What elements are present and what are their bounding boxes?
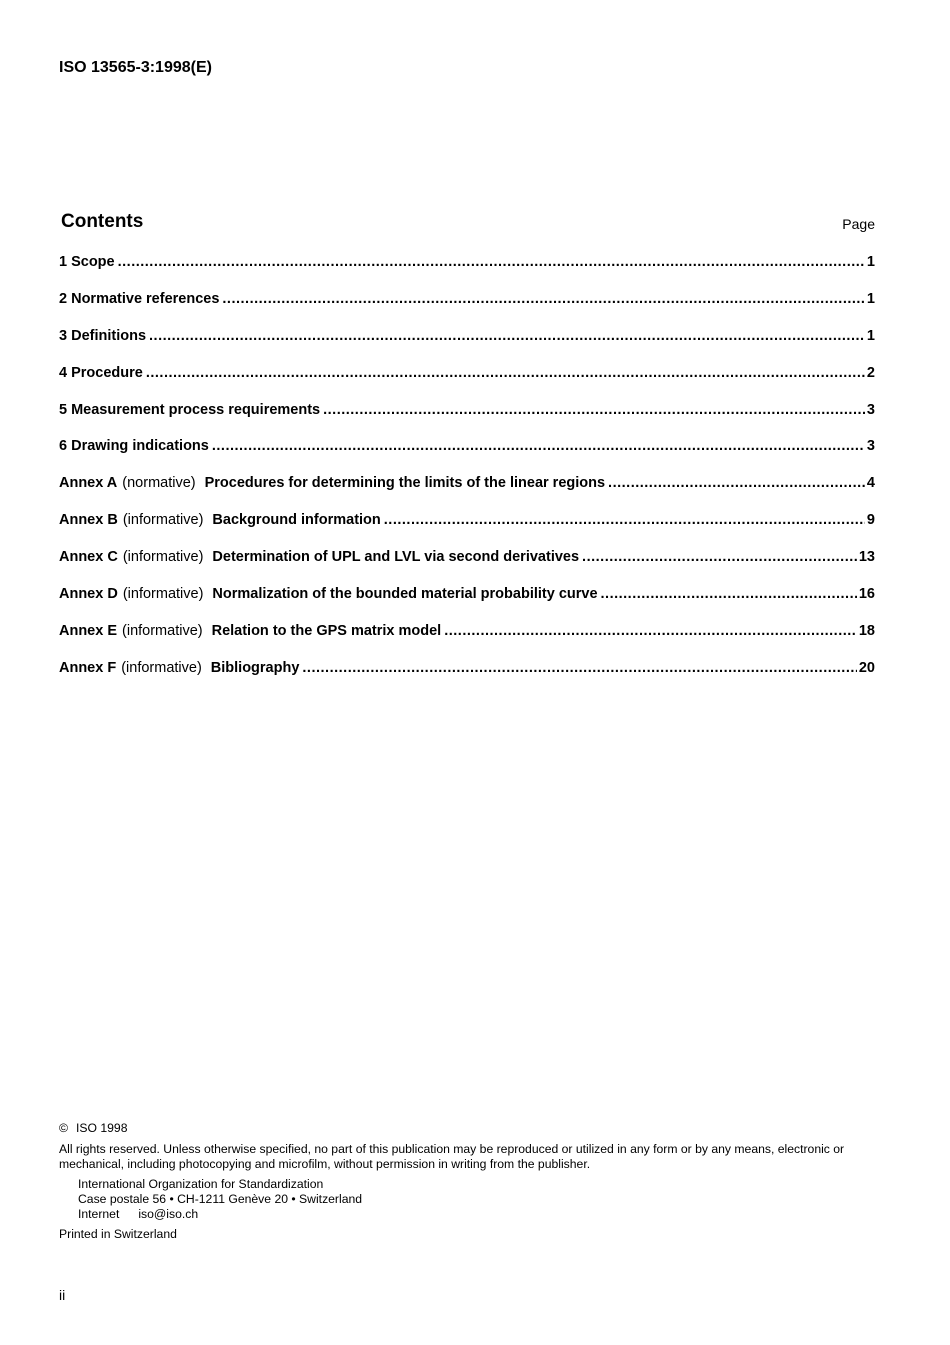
toc-entry-annex-a[interactable] bbox=[59, 475, 875, 512]
toc-entry-normative-references[interactable] bbox=[59, 291, 875, 328]
toc-annex-title: Relation to the GPS matrix model bbox=[211, 622, 442, 639]
printed-in: Printed in Switzerland bbox=[59, 1227, 177, 1241]
toc-annex-title: Procedures for determining the limits of the linear regions bbox=[204, 475, 606, 492]
toc-entry-label: 3 Definitions bbox=[59, 327, 147, 344]
toc-annex-label: Annex C bbox=[59, 549, 118, 566]
table-of-contents bbox=[59, 254, 875, 697]
internet-label: Internet bbox=[78, 1207, 120, 1221]
toc-entry-measurement-process[interactable] bbox=[59, 402, 875, 439]
toc-annex-title: Normalization of the bounded material probability curve bbox=[212, 586, 598, 603]
toc-entry-page: 13 bbox=[858, 549, 875, 566]
toc-entry-label: 2 Normative references bbox=[59, 290, 220, 307]
copyright-text: ISO 1998 bbox=[75, 1121, 128, 1135]
toc-entry-page: 1 bbox=[866, 327, 875, 344]
postal-address: Case postale 56 • CH-1211 Genève 20 • Switzerland bbox=[78, 1192, 363, 1206]
toc-entry-label: 5 Measurement process requirements bbox=[59, 401, 321, 418]
toc-leader-dots bbox=[601, 586, 857, 602]
toc-annex-kind: (informative) bbox=[121, 659, 202, 676]
toc-annex-title: Bibliography bbox=[210, 659, 300, 676]
copyright-line bbox=[59, 1121, 879, 1136]
toc-entry-drawing-indications[interactable] bbox=[59, 438, 875, 475]
toc-leader-dots bbox=[146, 365, 865, 381]
toc-annex-label: Annex D bbox=[59, 586, 118, 603]
toc-entry-annex-c[interactable] bbox=[59, 549, 875, 586]
toc-annex-title: Determination of UPL and LVL via second derivatives bbox=[212, 549, 580, 566]
toc-leader-dots bbox=[149, 328, 865, 344]
toc-entry-page: 1 bbox=[866, 254, 875, 270]
contents-heading: Contents bbox=[61, 211, 144, 232]
toc-entry-page: 3 bbox=[866, 401, 875, 418]
toc-leader-dots bbox=[302, 660, 856, 676]
toc-entry-annex-b[interactable] bbox=[59, 512, 875, 549]
toc-entry-page: 20 bbox=[858, 659, 875, 676]
toc-entry-page: 3 bbox=[866, 438, 875, 455]
toc-entry-annex-f[interactable] bbox=[59, 660, 875, 697]
document-id: ISO 13565-3:1998(E) bbox=[59, 59, 212, 76]
toc-leader-dots bbox=[118, 254, 865, 270]
toc-annex-kind: (informative) bbox=[122, 512, 204, 529]
toc-leader-dots bbox=[444, 623, 857, 639]
page-number: ii bbox=[59, 1287, 66, 1303]
toc-entry-definitions[interactable] bbox=[59, 328, 875, 365]
toc-entry-page: 9 bbox=[866, 512, 875, 529]
page-column-label: Page bbox=[842, 216, 875, 232]
toc-annex-kind: (normative) bbox=[122, 475, 196, 492]
toc-annex-kind: (informative) bbox=[122, 622, 203, 639]
toc-entry-scope[interactable] bbox=[59, 254, 875, 291]
toc-entry-label: 1 Scope bbox=[59, 254, 115, 270]
toc-entry-annex-d[interactable] bbox=[59, 586, 875, 623]
toc-leader-dots bbox=[323, 402, 865, 418]
toc-entry-procedure[interactable] bbox=[59, 365, 875, 402]
toc-entry-page: 16 bbox=[858, 586, 875, 603]
organization-name: International Organization for Standardization bbox=[78, 1177, 324, 1191]
toc-leader-dots bbox=[212, 438, 865, 454]
toc-annex-label: Annex F bbox=[59, 659, 117, 676]
toc-entry-page: 4 bbox=[866, 475, 875, 492]
toc-leader-dots bbox=[384, 512, 865, 528]
toc-annex-label: Annex B bbox=[59, 512, 118, 529]
copyright-icon: © bbox=[59, 1121, 68, 1135]
toc-leader-dots bbox=[608, 475, 865, 491]
toc-annex-title: Background information bbox=[212, 512, 381, 529]
toc-entry-page: 2 bbox=[866, 364, 875, 381]
internet-line bbox=[78, 1207, 879, 1222]
toc-leader-dots bbox=[222, 291, 865, 307]
toc-annex-kind: (informative) bbox=[122, 549, 204, 566]
copyright-footer bbox=[59, 1121, 879, 1242]
toc-entry-page: 1 bbox=[866, 290, 875, 307]
toc-entry-label: 4 Procedure bbox=[59, 364, 143, 381]
toc-entry-page: 18 bbox=[858, 622, 875, 639]
toc-annex-label: Annex A bbox=[59, 475, 118, 492]
organization-address bbox=[59, 1177, 879, 1222]
rights-statement: All rights reserved. Unless otherwise specified, no part of this publication may be reproduced or utilized in any form or by any means, electronic or mechanical, including photocopying and microfilm, without permission in writing from the publisher. bbox=[59, 1142, 845, 1171]
toc-annex-label: Annex E bbox=[59, 622, 118, 639]
toc-leader-dots bbox=[582, 549, 857, 565]
toc-annex-kind: (informative) bbox=[122, 586, 204, 603]
internet-email[interactable]: iso@iso.ch bbox=[138, 1207, 199, 1221]
toc-entry-annex-e[interactable] bbox=[59, 623, 875, 660]
toc-entry-label: 6 Drawing indications bbox=[59, 438, 209, 455]
